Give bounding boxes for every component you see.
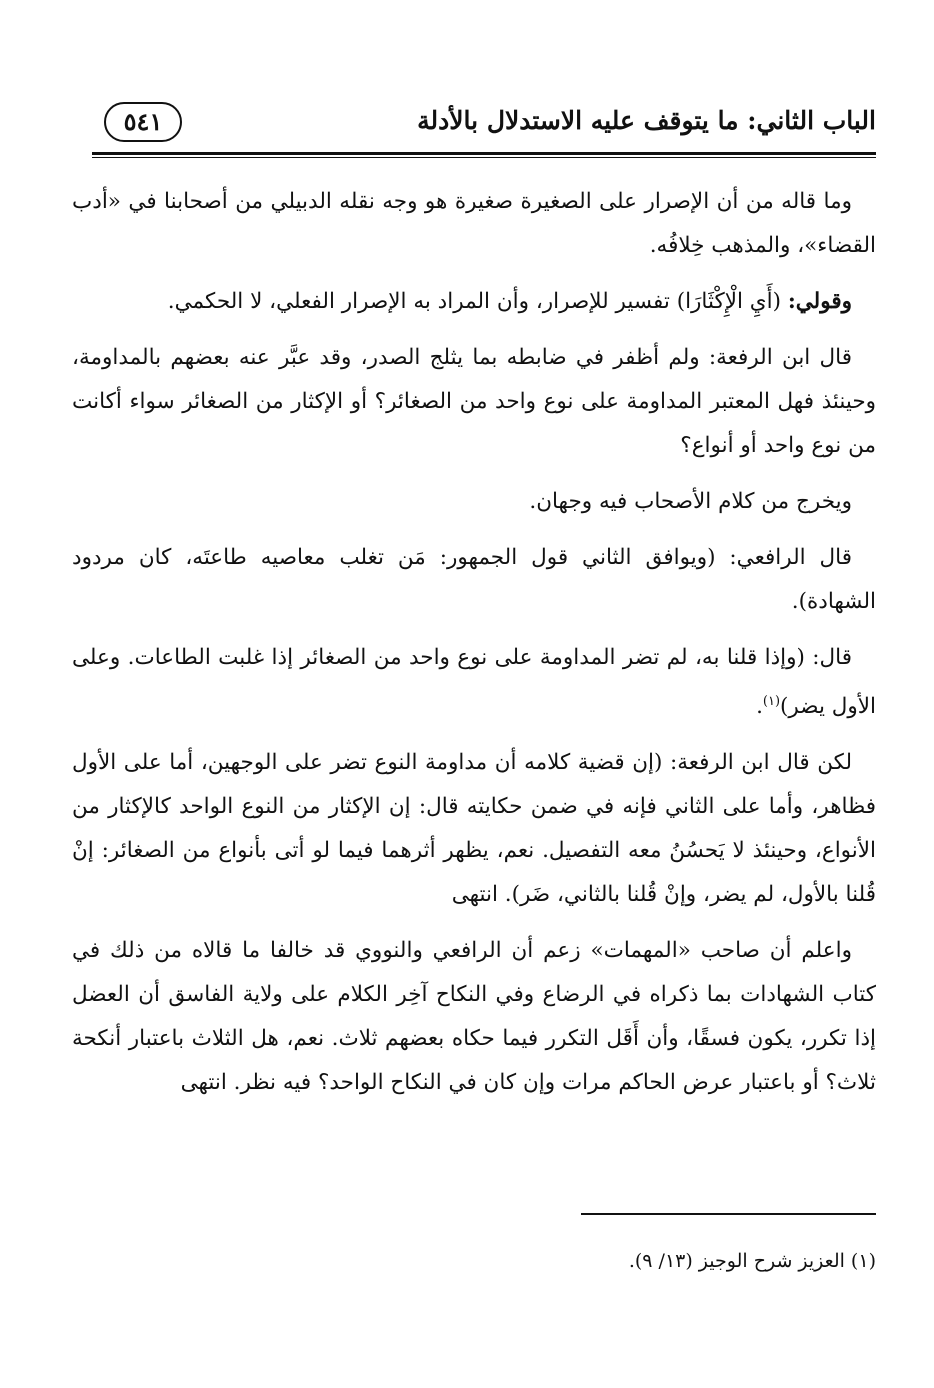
paragraph-text: ويخرج من كلام الأصحاب فيه وجهان. (529, 489, 852, 514)
paragraph-7 (72, 741, 876, 917)
paragraph-6 (72, 636, 876, 729)
page-header (92, 100, 876, 150)
footnote-separator (581, 1213, 876, 1215)
paragraph-1 (72, 180, 876, 268)
paragraph-lead: وقولي: (787, 289, 852, 314)
paragraph-text: لكن قال ابن الرفعة: (إن قضية كلامه أن مداومة النوع تضر على الوجهين، أما على الأول فظاهر، وأما على الثاني فإنه في ضمن حكايته قال: إن الإكثار من النوع الواحد كالإكثار من الأنواع، وحينئذ لا يَحسُنُ معه التفصيل. نعم، يظهر أثرهما فيما لو أتى بأنواع من الصغائر: إنْ قُلنا بالأول، لم يضر، وإنْ قُلنا بالثاني، ضَر). انتهى (72, 750, 876, 908)
running-title: الباب الثاني: ما يتوقف عليه الاستدلال بالأدلة (417, 106, 876, 135)
paragraph-end: . (756, 694, 763, 720)
paragraph-text: قال: (وإذا قلنا به، لم تضر المداومة على نوع واحد من الصغائر إذا غلبت الطاعات. وعلى الأول يضر) (72, 645, 876, 720)
paragraph-4 (72, 480, 876, 524)
paragraph-text: قال الرافعي: (ويوافق الثاني قول الجمهور: مَن تغلب معاصيه طاعتَه، كان مردود الشهادة). (72, 545, 876, 614)
page-number: ٥٤١ (104, 102, 182, 142)
paragraph-5 (72, 536, 876, 624)
footnote-ref[interactable]: (١) (762, 694, 781, 709)
paragraph-2 (72, 280, 876, 324)
paragraph-text: (أَيِ الْإِكْثَارَا) تفسير للإصرار، وأن المراد به الإصرار الفعلي، لا الحكمي. (167, 289, 788, 314)
header-rule-thin (92, 157, 876, 158)
paragraph-8 (72, 929, 876, 1105)
paragraph-3 (72, 336, 876, 468)
paragraph-text: قال ابن الرفعة: ولم أظفر في ضابطه بما يثلج الصدر، وقد عبَّر عنه بعضهم بالمداومة، وحينئذ فهل المعتبر المداومة على نوع واحد من الصغائر؟ أو الإكثار من الصغائر سواء أكانت من نوع واحد أو أنواع؟ (72, 345, 876, 458)
paragraph-text: واعلم أن صاحب «المهمات» زعم أن الرافعي والنووي قد خالفا ما قالاه من ذلك في كتاب الشهادات بما ذكراه في الرضاع وفي النكاح آخِر الكلام على ولاية الفاسق أن العضل إذا تكرر، يكون فسقًا، وأن أَقَل التكرر فيما حكاه بعضهم ثلاث. نعم، هل الثلاث باعتبار أنكحة ثلاث؟ أو باعتبار عرض الحاكم مرات وإن كان في النكاح الواحد؟ فيه نظر. انتهى (72, 938, 876, 1096)
main-text (72, 180, 876, 1117)
footnote-1: (١) العزيز شرح الوجيز (١٣/ ٩). (628, 1250, 876, 1272)
paragraph-text: وما قاله من أن الإصرار على الصغيرة صغيرة هو وجه نقله الدبيلي من أصحابنا في «أدب القضاء»، والمذهب خِلافُه. (72, 189, 876, 258)
header-rule-thick (92, 152, 876, 155)
